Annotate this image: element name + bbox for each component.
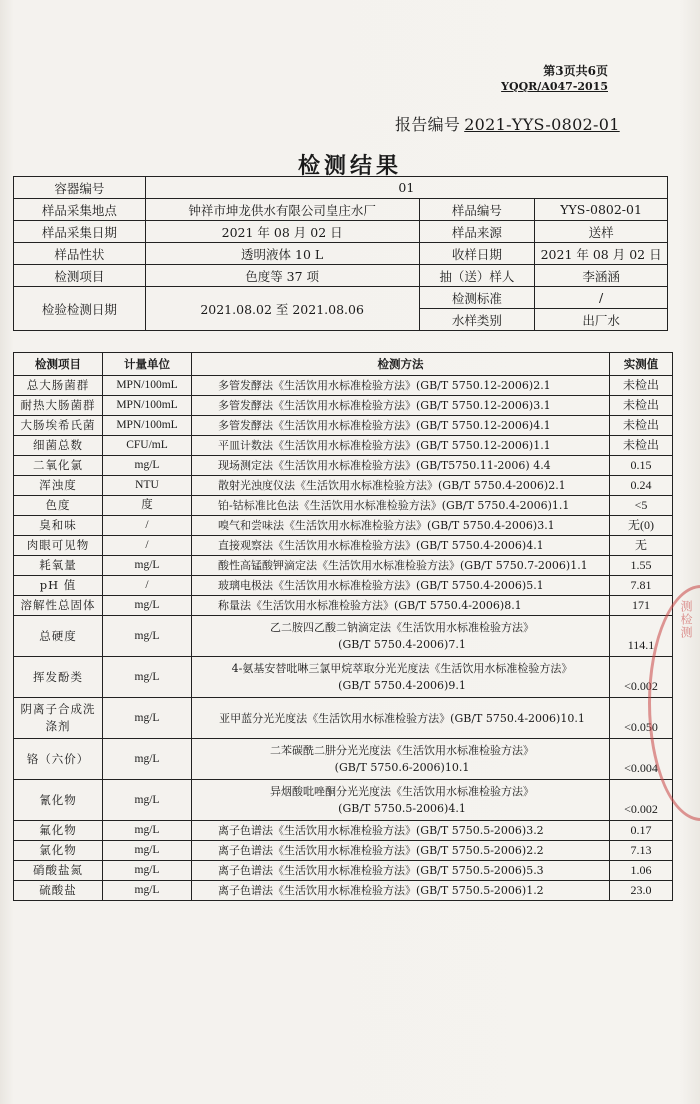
method-line-2: (GB/T 5750.6-2006)10.1 [334,761,470,774]
report-number-label: 报告编号 [395,115,461,134]
info-value: 01 [145,177,667,199]
info-value: YYS-0802-01 [535,199,668,221]
value-cell: 未检出 [610,436,673,456]
table-row [14,416,673,436]
info-value: 2021 年 08 月 02 日 [145,221,419,243]
value-cell: <5 [610,496,673,516]
unit-cell: mg/L [103,739,192,780]
info-value: 透明液体 10 L [145,243,419,265]
unit-cell: 度 [103,496,192,516]
value-cell: 1.06 [610,861,673,881]
info-label: 容器编号 [14,177,146,199]
item-cell: 挥发酚类 [14,657,103,698]
item-cell: 细菌总数 [14,436,103,456]
method-line-1: 异烟酸吡唑酮分光光度法《生活饮用水标准检验方法》 [270,785,534,798]
results-header-row [14,353,673,376]
page-number: 第3页共6页 [543,64,608,78]
method-cell: 离子色谱法《生活饮用水标准检验方法》(GB/T 5750.5-2006)5.3 [192,861,610,881]
method-line-1: 乙二胺四乙酸二钠滴定法《生活饮用水标准检验方法》 [270,621,534,634]
method-cell: 离子色谱法《生活饮用水标准检验方法》(GB/T 5750.5-2006)1.2 [192,881,610,901]
item-cell: 氟化物 [14,821,103,841]
method-cell [192,780,610,821]
item-cell: 硝酸盐氮 [14,861,103,881]
method-cell [192,657,610,698]
col-header-item: 检测项目 [14,353,103,376]
value-cell: 1.55 [610,556,673,576]
method-cell: 铂-钴标准比色法《生活饮用水标准检验方法》(GB/T 5750.4-2006)1.1 [192,496,610,516]
method-cell: 多管发酵法《生活饮用水标准检验方法》(GB/T 5750.12-2006)3.1 [192,396,610,416]
value-cell: 114.1 [610,616,673,657]
page-title: 检测结果 [297,153,402,179]
method-cell: 称量法《生活饮用水标准检验方法》(GB/T 5750.4-2006)8.1 [192,596,610,616]
item-cell: 肉眼可见物 [14,536,103,556]
method-cell: 现场测定法《生活饮用水标准检验方法》(GB/T5750.11-2006) 4.4 [192,456,610,476]
official-seal-text: 测检测 [679,600,693,639]
value-cell: 0.17 [610,821,673,841]
info-label: 样品来源 [419,221,535,243]
info-value: / [535,287,668,309]
value-cell: 171 [610,596,673,616]
value-cell: 0.15 [610,456,673,476]
item-cell: 阴离子合成洗涤剂 [14,698,103,739]
info-value: 2021 年 08 月 02 日 [535,243,668,265]
table-row [14,436,673,456]
info-label: 抽（送）样人 [419,265,535,287]
info-label: 检测项目 [14,265,146,287]
info-label: 检测标准 [419,287,535,309]
value-cell: <0.050 [610,698,673,739]
unit-cell: / [103,576,192,596]
item-cell: 溶解性总固体 [14,596,103,616]
method-cell: 多管发酵法《生活饮用水标准检验方法》(GB/T 5750.12-2006)2.1 [192,376,610,396]
item-cell: 耐热大肠菌群 [14,396,103,416]
item-cell: 总硬度 [14,616,103,657]
table-row [14,516,673,536]
unit-cell: mg/L [103,616,192,657]
item-cell: 大肠埃希氏菌 [14,416,103,436]
unit-cell: / [103,516,192,536]
method-line-2: (GB/T 5750.4-2006)9.1 [338,679,466,692]
unit-cell: mg/L [103,861,192,881]
value-cell: 未检出 [610,396,673,416]
item-cell: 臭和味 [14,516,103,536]
method-cell: 离子色谱法《生活饮用水标准检验方法》(GB/T 5750.5-2006)3.2 [192,821,610,841]
table-row [14,476,673,496]
unit-cell: mg/L [103,881,192,901]
table-row [14,657,673,698]
unit-cell: mg/L [103,698,192,739]
method-cell: 玻璃电极法《生活饮用水标准检验方法》(GB/T 5750.4-2006)5.1 [192,576,610,596]
table-row [14,536,673,556]
results-table [13,352,673,901]
value-cell: 7.13 [610,841,673,861]
method-cell: 离子色谱法《生活饮用水标准检验方法》(GB/T 5750.5-2006)2.2 [192,841,610,861]
info-value: 钟祥市坤龙供水有限公司皇庄水厂 [145,199,419,221]
table-row [14,576,673,596]
table-row [14,780,673,821]
item-cell: 氰化物 [14,780,103,821]
table-row [14,456,673,476]
col-header-method: 检测方法 [192,353,610,376]
unit-cell: mg/L [103,456,192,476]
info-label: 样品采集日期 [14,221,146,243]
method-line-1: 4-氨基安替吡啉三氯甲烷萃取分光光度法《生活饮用水标准检验方法》 [231,662,573,675]
info-value: 2021.08.02 至 2021.08.06 [145,287,419,331]
item-cell: 浑浊度 [14,476,103,496]
info-label: 收样日期 [419,243,535,265]
method-cell: 直接观察法《生活饮用水标准检验方法》(GB/T 5750.4-2006)4.1 [192,536,610,556]
value-cell: <0.004 [610,739,673,780]
item-cell: 耗氧量 [14,556,103,576]
sample-info-table [13,176,668,331]
method-line-2: (GB/T 5750.4-2006)7.1 [338,638,466,651]
table-row [14,616,673,657]
info-label: 检验检测日期 [14,287,146,331]
item-cell: 铬（六价） [14,739,103,780]
item-cell: pH 值 [14,576,103,596]
method-cell: 多管发酵法《生活饮用水标准检验方法》(GB/T 5750.12-2006)4.1 [192,416,610,436]
value-cell: 0.24 [610,476,673,496]
info-value: 送样 [535,221,668,243]
method-line-2: (GB/T 5750.5-2006)4.1 [338,802,466,815]
method-cell [192,616,610,657]
unit-cell: mg/L [103,841,192,861]
item-cell: 总大肠菌群 [14,376,103,396]
value-cell: 未检出 [610,416,673,436]
info-row [14,177,668,199]
table-row [14,739,673,780]
unit-cell: / [103,536,192,556]
info-label: 样品采集地点 [14,199,146,221]
method-cell: 嗅气和尝味法《生活饮用水标准检验方法》(GB/T 5750.4-2006)3.1 [192,516,610,536]
method-line-1: 二苯碳酰二肼分光光度法《生活饮用水标准检验方法》 [270,744,534,757]
value-cell: 未检出 [610,376,673,396]
unit-cell: CFU/mL [103,436,192,456]
method-cell [192,739,610,780]
table-row [14,821,673,841]
table-row [14,496,673,516]
value-cell: 无 [610,536,673,556]
value-cell: <0.002 [610,657,673,698]
table-row [14,861,673,881]
report-number-value: 2021-YYS-0802-01 [464,115,620,134]
table-row [14,556,673,576]
unit-cell: MPN/100mL [103,376,192,396]
table-row [14,596,673,616]
method-cell: 平皿计数法《生活饮用水标准检验方法》(GB/T 5750.12-2006)1.1 [192,436,610,456]
item-cell: 二氧化氯 [14,456,103,476]
info-row [14,265,668,287]
unit-cell: mg/L [103,780,192,821]
unit-cell: mg/L [103,556,192,576]
table-row [14,376,673,396]
method-line-1: 亚甲蓝分光光度法《生活饮用水标准检验方法》(GB/T 5750.4-2006)10.1 [219,711,585,725]
unit-cell: mg/L [103,596,192,616]
item-cell: 色度 [14,496,103,516]
results-body [14,376,673,901]
unit-cell: MPN/100mL [103,396,192,416]
info-row [14,199,668,221]
value-cell: <0.002 [610,780,673,821]
unit-cell: MPN/100mL [103,416,192,436]
form-code: YQQR/A047-2015 [501,80,608,93]
table-row [14,841,673,861]
info-value: 出厂水 [535,309,668,331]
table-row [14,698,673,739]
info-row [14,243,668,265]
info-value: 色度等 37 项 [145,265,419,287]
value-cell: 无(0) [610,516,673,536]
method-cell [192,698,610,739]
item-cell: 氯化物 [14,841,103,861]
value-cell: 7.81 [610,576,673,596]
unit-cell: NTU [103,476,192,496]
method-cell: 散射光浊度仪法《生活饮用水标准检验方法》(GB/T 5750.4-2006)2.1 [192,476,610,496]
value-cell: 23.0 [610,881,673,901]
table-row [14,881,673,901]
info-value: 李涵涵 [535,265,668,287]
info-row [14,287,668,309]
table-row [14,396,673,416]
unit-cell: mg/L [103,821,192,841]
info-label: 样品编号 [419,199,535,221]
report-number [395,112,620,135]
info-label: 样品性状 [14,243,146,265]
item-cell: 硫酸盐 [14,881,103,901]
method-cell: 酸性高锰酸钾滴定法《生活饮用水标准检验方法》(GB/T 5750.7-2006)1.1 [192,556,610,576]
info-row [14,221,668,243]
col-header-unit: 计量单位 [103,353,192,376]
unit-cell: mg/L [103,657,192,698]
info-label: 水样类别 [419,309,535,331]
col-header-value: 实测值 [610,353,673,376]
